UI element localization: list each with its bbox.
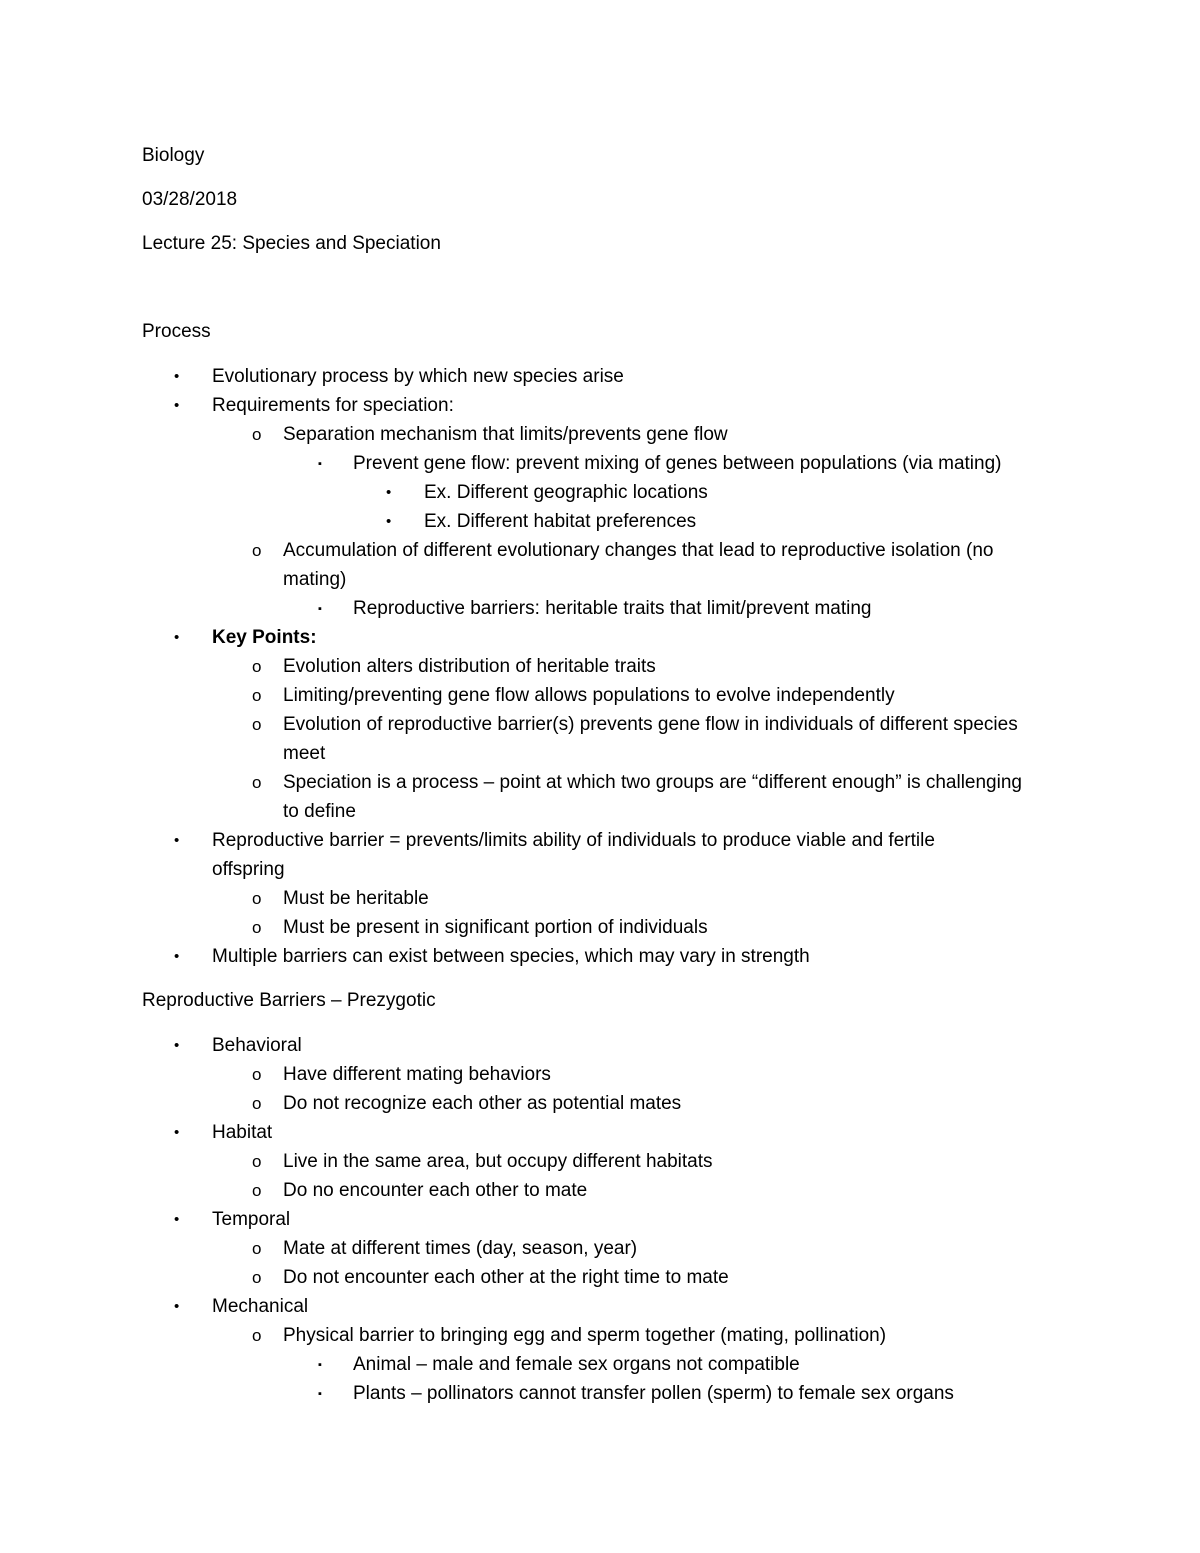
bullet-icon: •: [174, 1298, 180, 1315]
list-item-continuation: offspring: [212, 859, 285, 880]
bullet-icon: o: [252, 1152, 262, 1171]
bullet-icon: o: [252, 773, 262, 792]
list-item: o Live in the same area, but occupy different habitats: [142, 1147, 1062, 1176]
bullet-icon: o: [252, 1239, 262, 1258]
list-item: o Limiting/preventing gene flow allows populations to evolve independently: [142, 681, 1062, 710]
list-item: o Speciation is a process – point at which two groups are “different enough” is challenging: [142, 768, 1062, 797]
bullet-icon: o: [252, 1268, 262, 1287]
list-item: o Must be present in significant portion of individuals: [142, 913, 1062, 942]
list-item-continuation: meet: [283, 743, 326, 764]
bullet-icon: •: [386, 513, 392, 530]
list-item: o Do not encounter each other at the right time to mate: [142, 1263, 1062, 1292]
bullet-icon: o: [252, 1065, 262, 1084]
list-item: • Ex. Different habitat preferences: [142, 507, 1062, 536]
bullet-icon: •: [174, 397, 180, 414]
lecture-title: Lecture 25: Species and Speciation: [142, 233, 441, 254]
bullet-icon: •: [174, 1124, 180, 1141]
list-item: • Reproductive barrier = prevents/limits ability of individuals to produce viable and fertile: [142, 826, 1062, 855]
bullet-icon: o: [252, 657, 262, 676]
document-body: [142, 142, 1062, 1408]
bullet-icon: •: [174, 1211, 180, 1228]
list-item: o Accumulation of different evolutionary changes that lead to reproductive isolation (no: [142, 536, 1062, 565]
bullet-icon: •: [174, 948, 180, 965]
lecture-date: 03/28/2018: [142, 189, 238, 210]
bullet-icon: o: [252, 1094, 262, 1113]
bullet-icon: ▪: [318, 603, 322, 615]
bullet-icon: o: [252, 1326, 262, 1345]
list-item: • Behavioral: [142, 1031, 1062, 1060]
list-item: • Mechanical: [142, 1292, 1062, 1321]
list-item: o Evolution alters distribution of heritable traits: [142, 652, 1062, 681]
list-item: o Evolution of reproductive barrier(s) prevents gene flow in individuals of different species: [142, 710, 1062, 739]
list-item: • Requirements for speciation:: [142, 391, 1062, 420]
bullet-icon: ▪: [318, 458, 322, 470]
list-item: • Habitat: [142, 1118, 1062, 1147]
list-item: o Must be heritable: [142, 884, 1062, 913]
key-points-label: Key Points:: [212, 627, 317, 648]
list-item: o Mate at different times (day, season, year): [142, 1234, 1062, 1263]
list-item: ▪ Reproductive barriers: heritable traits that limit/prevent mating: [142, 594, 1062, 623]
list-item: o Physical barrier to bringing egg and sperm together (mating, pollination): [142, 1321, 1062, 1350]
bullet-icon: o: [252, 425, 262, 444]
bullet-icon: •: [386, 484, 392, 501]
bullet-icon: •: [174, 1037, 180, 1054]
list-item: • Ex. Different geographic locations: [142, 478, 1062, 507]
list-item: • Evolutionary process by which new species arise: [142, 362, 1062, 391]
bullet-icon: •: [174, 832, 180, 849]
list-item: o Have different mating behaviors: [142, 1060, 1062, 1089]
list-item: o Do not recognize each other as potential mates: [142, 1089, 1062, 1118]
list-item: ▪ Animal – male and female sex organs not compatible: [142, 1350, 1062, 1379]
subject-title: Biology: [142, 145, 205, 166]
section-heading-prezygotic: Reproductive Barriers – Prezygotic: [142, 990, 436, 1011]
list-item-continuation: mating): [283, 569, 347, 590]
bullet-icon: o: [252, 889, 262, 908]
list-item: • Multiple barriers can exist between species, which may vary in strength: [142, 942, 1062, 971]
list-item: ▪ Prevent gene flow: prevent mixing of genes between populations (via mating): [142, 449, 1062, 478]
bullet-icon: o: [252, 918, 262, 937]
list-item: o Do no encounter each other to mate: [142, 1176, 1062, 1205]
bullet-icon: o: [252, 715, 262, 734]
bullet-icon: o: [252, 541, 262, 560]
bullet-icon: ▪: [318, 1388, 322, 1400]
list-item-continuation: to define: [283, 801, 356, 822]
bullet-icon: o: [252, 686, 262, 705]
list-item: [142, 623, 1062, 652]
bullet-icon: o: [252, 1181, 262, 1200]
bullet-icon: ▪: [318, 1359, 322, 1371]
bullet-icon: •: [174, 368, 180, 385]
bullet-icon: •: [174, 629, 180, 646]
list-item: ▪ Plants – pollinators cannot transfer pollen (sperm) to female sex organs: [142, 1379, 1062, 1408]
section-heading-process: Process: [142, 321, 211, 342]
list-item: • Temporal: [142, 1205, 1062, 1234]
list-item: o Separation mechanism that limits/prevents gene flow: [142, 420, 1062, 449]
